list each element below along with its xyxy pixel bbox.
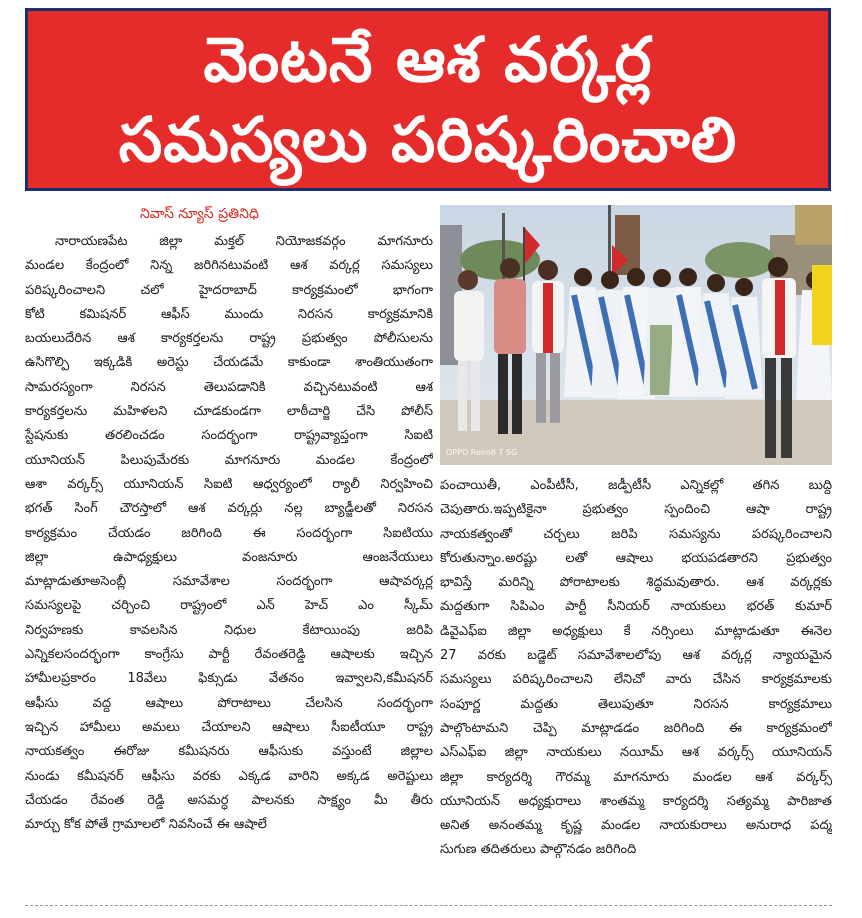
headline-line-1: వెంటనే ఆశ వర్కర్ల — [203, 22, 653, 96]
article-line: పాల్గొంటామని చెప్పి మాట్లాడడం జరిగింది ఈ కార్యక్రమంలో — [440, 720, 832, 736]
article-line: భగత్ సింగ్ చౌరస్తాలో ఆశ వర్కర్లు నల్ల బ్యాడ్జీలతో నిరసన — [25, 501, 433, 517]
article-line: సంపూర్ణ మద్దతు తెలుపుతూ నిరసన కార్యక్రమాలు — [440, 696, 832, 712]
article-line: ఇచ్చిన హామీలు అమలు చేయాలని ఆషాలు సీఐటీయూ రాష్ట్ర — [25, 719, 433, 735]
article-column-right — [440, 474, 832, 863]
headline-line-2: సమస్యలు పరిష్కరించాలి — [118, 102, 738, 176]
article-line: సమస్యలపై చర్చించి రాష్ట్రంలో ఎన్ హెచ్ ఎం స్కీమ్ — [25, 598, 433, 614]
article-line: అనిత అనంతమ్మ కృష్ణ మండల నాయకురాలు అనురాధ పద్మ — [440, 818, 832, 834]
article-line: మద్దతుగా సిపిఎం పార్టీ సీనియర్ నాయకులు భరత్ కుమార్ — [440, 599, 832, 615]
news-photo — [440, 205, 832, 465]
article-line: సమస్యలు పరిష్కరించాలని లేనిచో వారు చేసిన కార్యక్రమాలకు — [440, 672, 832, 688]
article-line: భావిస్తే మరిన్ని పోరాటాలకు శిద్ధమవుతారు. ఆశ వర్కర్లకు — [440, 575, 832, 591]
article-line: పరిష్కరించాలని చలో హైదరాబాద్ కార్యక్రమంలో భాగంగా — [25, 282, 433, 298]
article-column-left — [25, 230, 433, 837]
group-photo-icon — [440, 205, 832, 465]
article-line: కార్యక్రమం చేయడం జరిగింది ఈ సందర్భంగా సిఐటియు — [25, 525, 433, 541]
article-line: కోరుతున్నాం.అరష్టు లతో ఆషాలు భయపడతారని ప్రభుత్వం — [440, 550, 832, 566]
article-line: బయలుదేరిన ఆశ కార్యకర్తలను రాష్ట్ర ప్రభుత్వం పోలీసులను — [25, 331, 433, 347]
article-line: మాట్లాడుతూఅసెంబ్లీ సమావేశాల సందర్భంగా ఆషావర్కర్ల — [25, 574, 433, 590]
article-line: నాయకత్వం ఈరోజు కమీషనరు ఆఫీసుకు వస్తుంటే జిల్లాల — [25, 744, 433, 760]
article-line: 27 వరకు బడ్జెట్ సమావేశాలలోపు ఆశ వర్కర్ల న్యాయమైన — [440, 648, 832, 664]
article-line: యూనియన్ పిలుపుమేరకు మాగనూరు మండల కేంద్రంలో — [25, 452, 433, 468]
article-line: పంచాయితీ, ఎంపీటీసీ, జడ్పీటీసీ ఎన్నికల్లో తగిన బుద్ది — [440, 478, 832, 493]
camera-watermark: OPPO Reno8 T 5G — [446, 448, 518, 457]
article-line: కోటి కమిషనర్ ఆఫీస్ ముందు నిరసన కార్యక్రమానికి — [25, 306, 433, 322]
article-line: జిల్లా ఉపాధ్యక్షులు వంజనూరు ఆంజనేయులు — [25, 549, 433, 565]
article-line: చెపుతారు.ఇప్పటికైనా ప్రభుత్వం స్పందించి ఆషా రాష్ట్ర — [440, 502, 832, 518]
article-line: కార్యకర్తలను మహిళలని చూడకుండగా లాఠీచార్జి చేసి పోలీస్ — [25, 404, 433, 420]
byline: నివాస్ న్యూస్ ప్రతినిధి — [140, 206, 259, 222]
article-line: ఆఫీసు వద్ద ఆషాలు పోరాటాలు చేలసిన సందర్భంగా — [25, 695, 433, 711]
article-line: ఆశా వర్కర్స్ యూనియన్ సిఐటి ఆధ్వర్యంలో ర్యాలీ నిర్వహించి — [25, 476, 433, 492]
article-line: నుండు కమీషనర్ ఆఫీసు వరకు ఎక్కడ వారిని అక్కడ అరెష్టులు — [25, 768, 433, 784]
article-line: నాయకత్వంతో చర్చలు జరిపి సమస్యను పరష్కరించాలని — [440, 526, 832, 542]
article-line: మండల కేంద్రంలో నిన్న జరిగినటువంటి ఆశ వర్కర్ల సమస్యలు — [25, 258, 433, 274]
article-line: సుగుణ తదితరులు పాల్గొనడం జరిగింది — [440, 842, 637, 858]
article-line: నారాయణపేట జిల్లా మక్తల్ నియోజకవర్గం మాగనూరు — [55, 234, 433, 249]
article-line: జిల్లా కార్యదర్శి గౌరమ్మ మాగనూరు మండల ఆశ వర్కర్స్ — [440, 769, 832, 785]
article-line: నిర్వహణకు కావలసిన నిధుల కేటాయింపు జరిపి — [25, 622, 433, 638]
article-line: యూనియన్ అధ్యక్షురాలు శాంతమ్మ కార్యదర్శి సత్యమ్మ పారిజాత — [440, 793, 832, 809]
article-line: హామీలప్రకారం 18వేలు ఫిక్సుడు వేతనం ఇవ్వాలని,కమీషనర్ — [25, 671, 433, 687]
headline-banner — [25, 8, 831, 191]
article-line: చేయడం రేవంత రెడ్డి అసమర్ధ పాలనకు సాక్ష్యం మీ తీరు — [25, 792, 433, 808]
article-line: డివైఎఫ్ఐ జిల్లా అధ్యక్షులు కే నర్సింలు మాట్లాడుతూ ఈనెల — [440, 623, 832, 639]
article-line: ఎస్ఎఫ్ఐ జిల్లా నాయకులు నయీమ్ ఆశ వర్కర్స్ యూనియన్ — [440, 745, 832, 761]
bottom-divider — [25, 905, 832, 906]
article-line: ఉసిగొల్పి ఇక్కడికి అరెస్టు చేయడమే కాకుండా శాంతియుతంగా — [25, 355, 433, 371]
article-line: స్టేషనుకు తరలించడం సందర్భంగా రాష్ట్రవ్యాప్తంగా సిఐటి — [25, 428, 433, 444]
article-line: సామరస్యంగా నిరసన తెలుపడానికి వచ్చినటువంటి ఆశ — [25, 379, 433, 395]
article-line: ఎన్నికలసందర్భంగా కాంగ్రేసు పార్టీ రేవంతరెడ్డి ఆషాలకు ఇచ్చిన — [25, 647, 433, 663]
article-line: మార్చు కోక పోతే గ్రామాలలో నివసించే ఈ ఆషాలే — [25, 817, 267, 833]
